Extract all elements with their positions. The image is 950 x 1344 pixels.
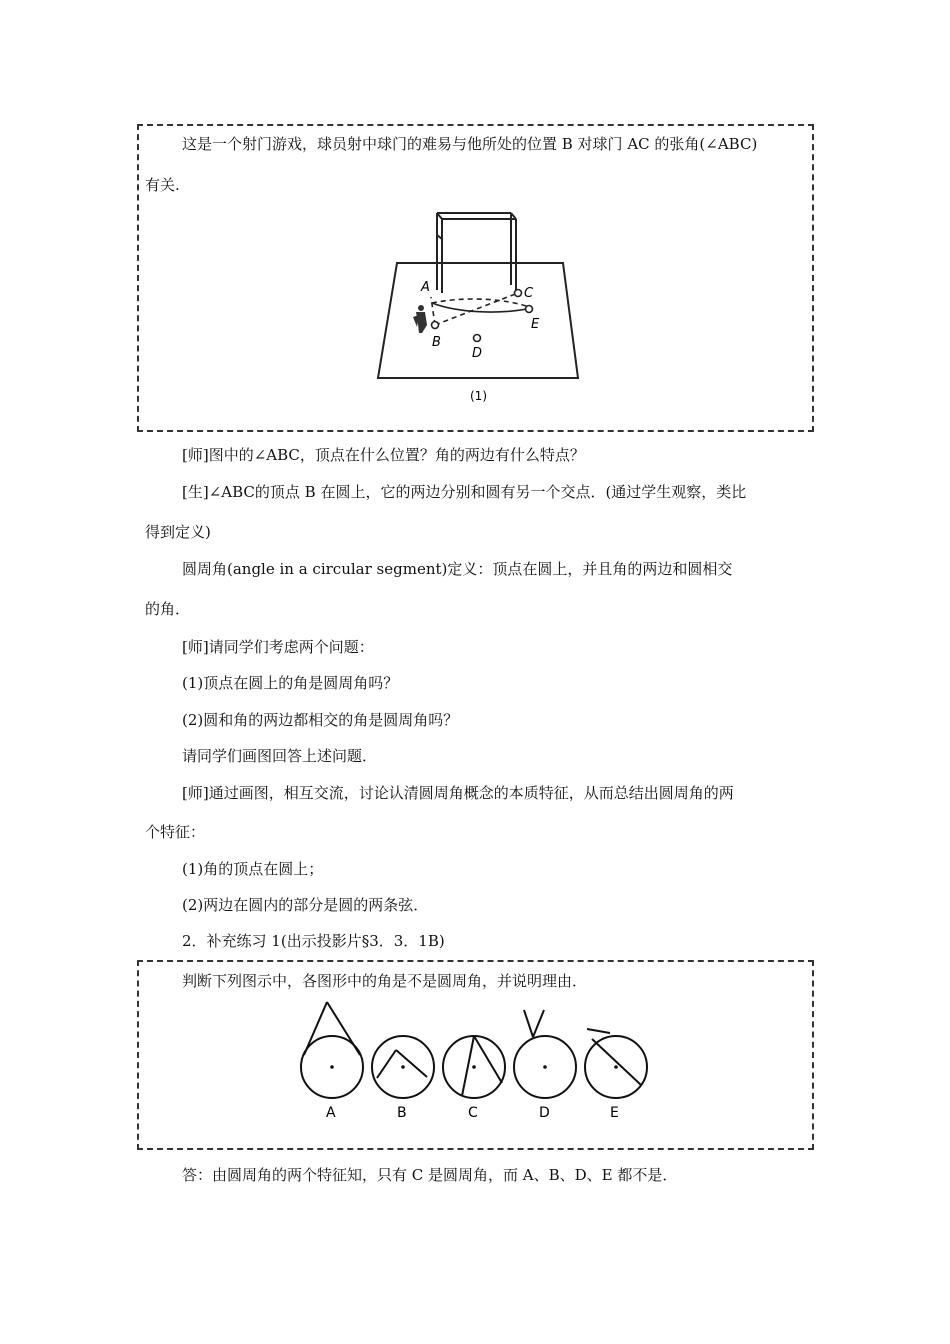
figure-caption: (1) <box>470 389 487 403</box>
body-line-1: [生]∠ABC的顶点 B 在圆上，它的两边分别和圆有另一个交点．(通过学生观察，类比 <box>182 483 747 501</box>
body-line-13: 2．补充练习 1(出示投影片§3．3．1B) <box>182 932 445 950</box>
label-circle-d: D <box>539 1105 550 1121</box>
body-line-0: [师]图中的∠ABC，顶点在什么位置？角的两边有什么特点？ <box>182 446 585 464</box>
answer-line: 答：由圆周角的两个特征知，只有 C 是圆周角，而 A、B、D、E 都不是． <box>182 1166 678 1184</box>
label-circle-e: E <box>610 1105 619 1121</box>
body-line-8: 请同学们画图回答上述问题． <box>182 747 378 765</box>
body-line-2: 得到定义) <box>145 523 211 541</box>
label-b: B <box>432 335 441 350</box>
body-line-11: (1)角的顶点在圆上； <box>182 860 324 878</box>
soccer-figure <box>375 205 585 409</box>
body-line-4: 的角． <box>145 600 191 618</box>
game-text-line2: 有关. <box>145 176 180 194</box>
exercise-prompt: 判断下列图示中，各图形中的角是不是圆周角，并说明理由． <box>182 972 588 990</box>
body-line-6: (1)顶点在圆上的角是圆周角吗？ <box>182 674 399 692</box>
player-icon <box>413 305 427 333</box>
body-line-5: [师]请同学们考虑两个问题： <box>182 638 374 656</box>
circle-figures <box>290 995 670 1129</box>
label-a: A <box>421 280 430 295</box>
body-line-3: 圆周角(angle in a circular segment)定义：顶点在圆上，并且角的两边和圆相交 <box>182 560 733 578</box>
label-circle-a: A <box>326 1105 336 1121</box>
label-d: D <box>472 346 483 361</box>
body-line-12: (2)两边在圆内的部分是圆的两条弦． <box>182 896 429 914</box>
body-line-7: (2)圆和角的两边都相交的角是圆周角吗？ <box>182 711 459 729</box>
game-text-line1: 这是一个射门游戏，球员射中球门的难易与他所处的位置 B 对球门 AC 的张角(∠ABC) <box>182 135 758 153</box>
body-line-10: 个特征： <box>145 823 206 841</box>
label-circle-b: B <box>397 1105 407 1121</box>
body-line-9: [师]通过画图，相互交流，讨论认清圆周角概念的本质特征，从而总结出圆周角的两 <box>182 784 734 802</box>
label-c: C <box>524 286 534 301</box>
label-circle-c: C <box>468 1105 478 1121</box>
label-e: E <box>531 317 540 332</box>
